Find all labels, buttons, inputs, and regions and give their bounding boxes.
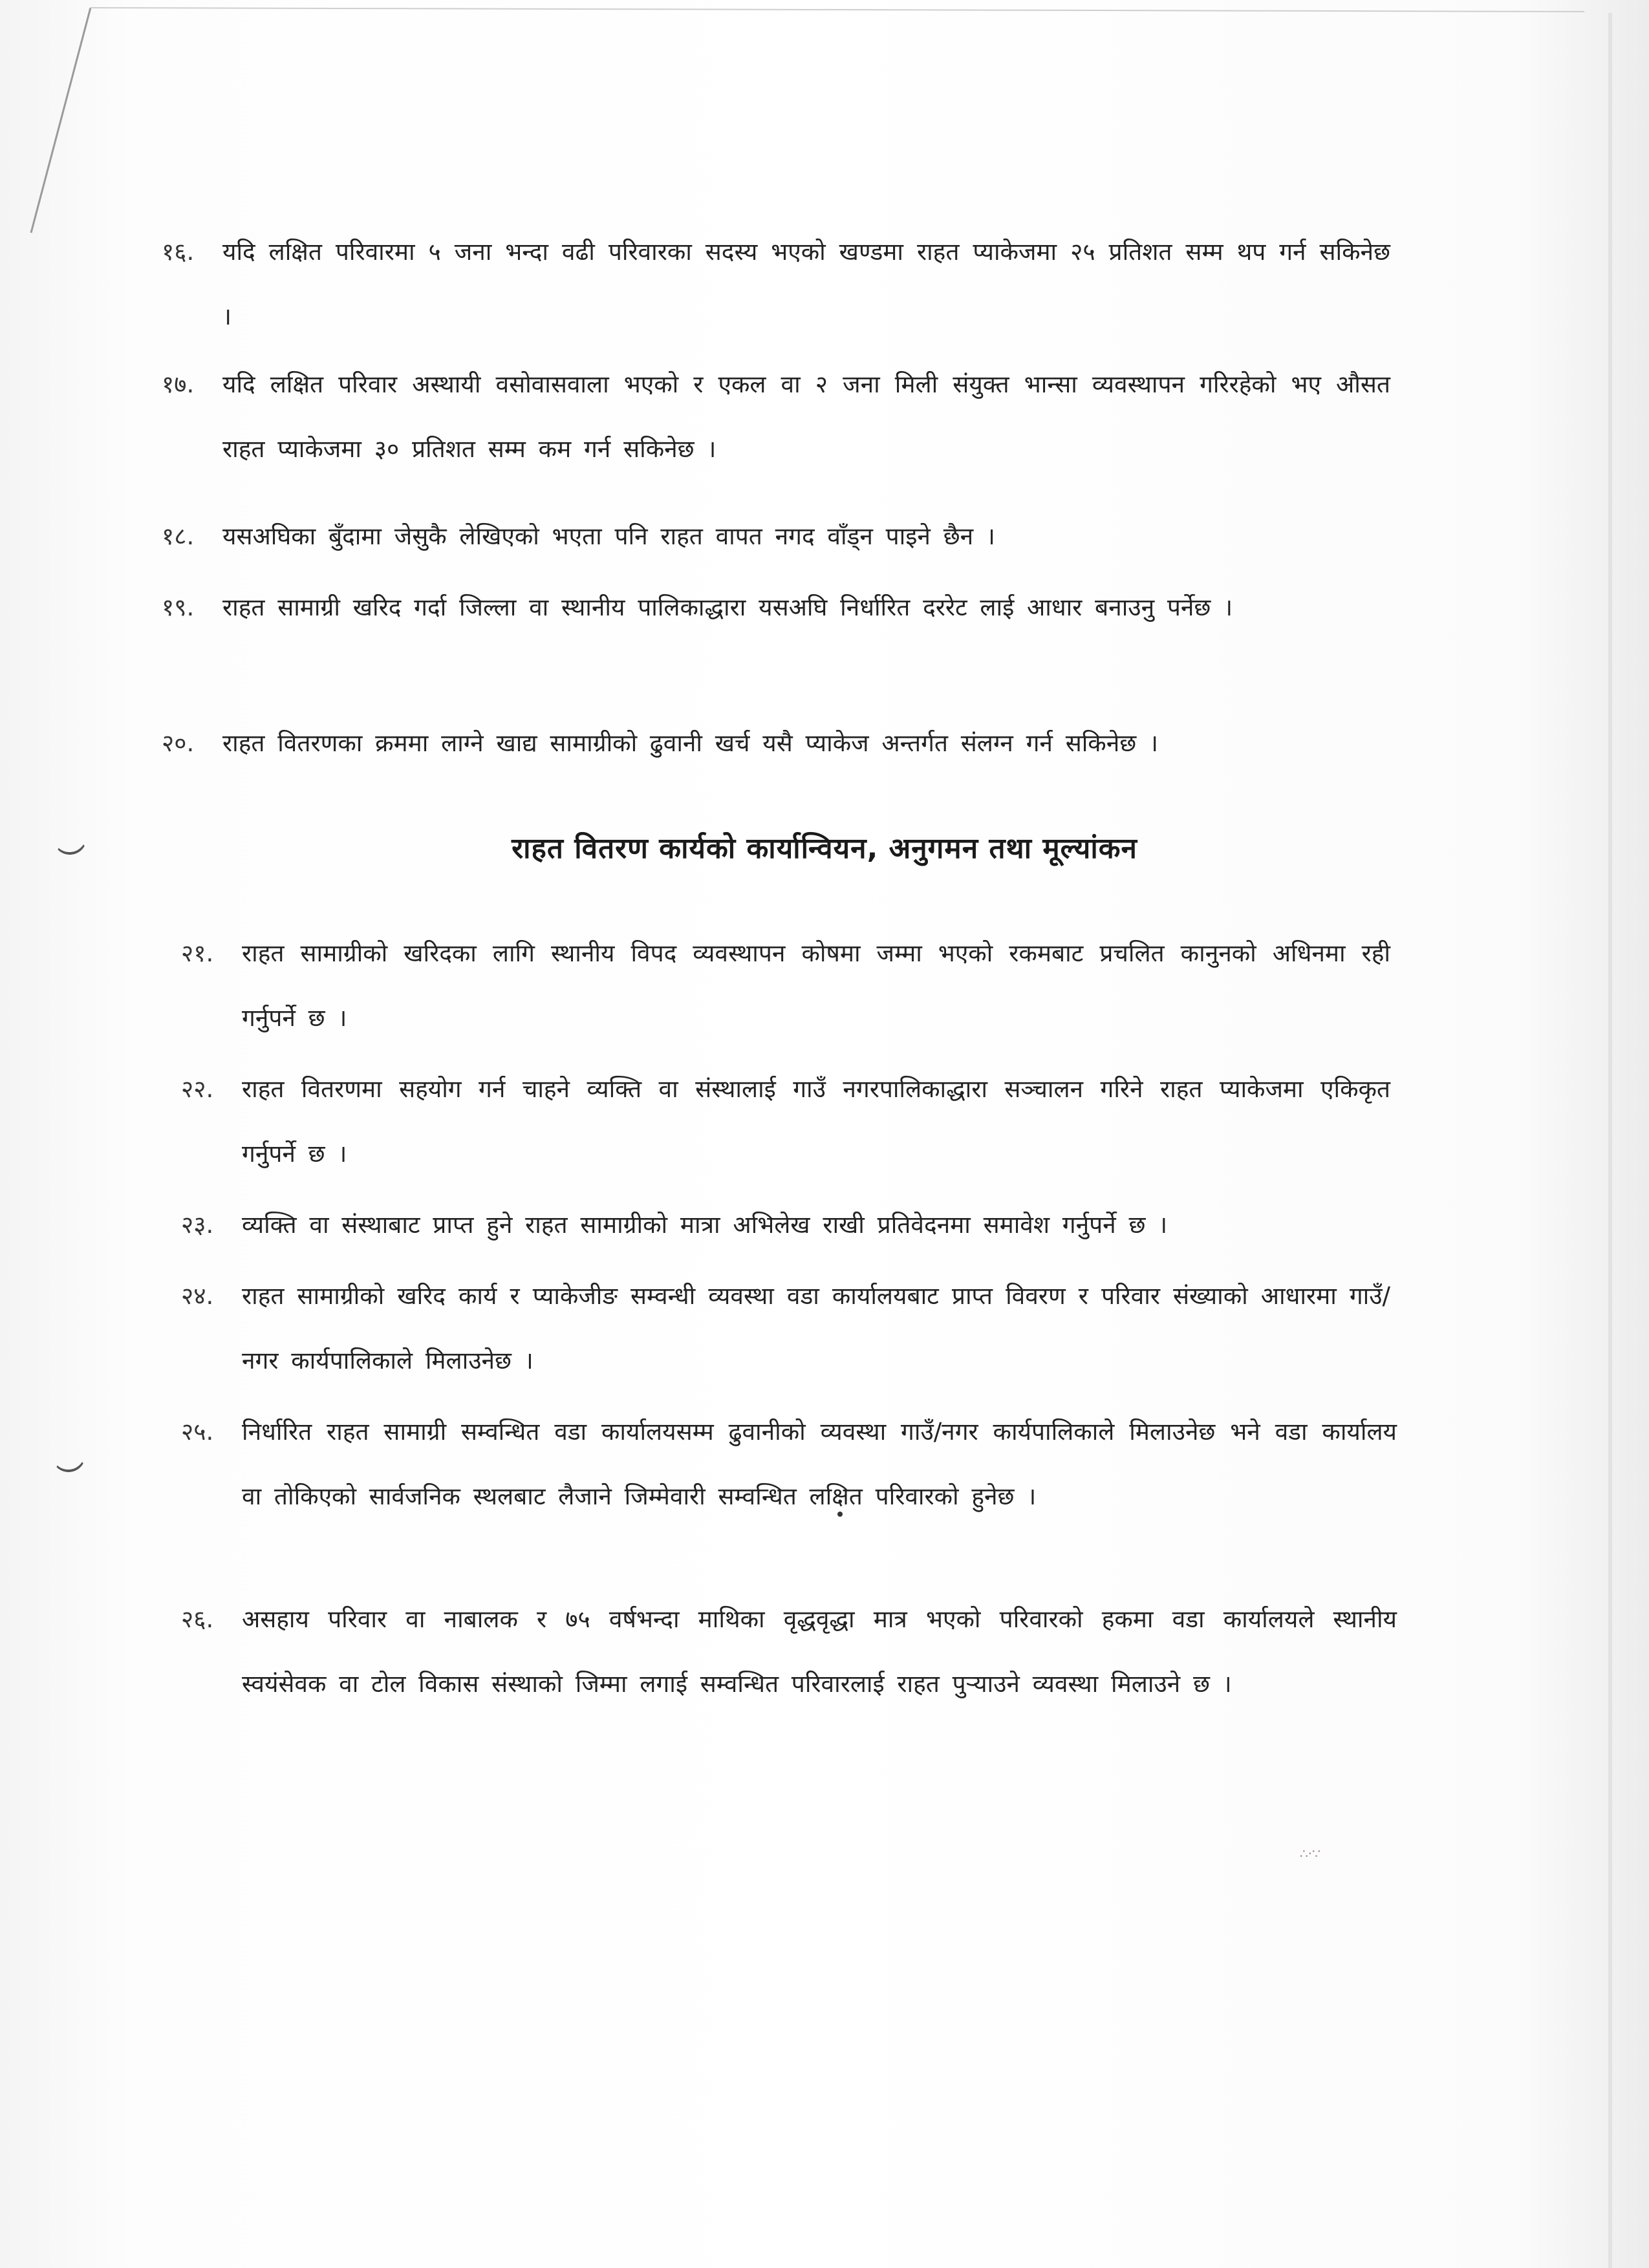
item-text: यदि लक्षित परिवारमा ५ जना भन्दा वढी परिवारका सदस्य भएको खण्डमा राहत प्याकेजमा २५ प्रतिशत सम्म थप गर्न सकिनेछ ।	[222, 238, 1390, 330]
list-item-19	[162, 575, 1390, 640]
ink-dot	[837, 1512, 843, 1517]
list-item-21	[181, 921, 1390, 1051]
list-item-16	[162, 220, 1390, 349]
list-item-18	[162, 504, 1390, 569]
list-item-17	[162, 352, 1390, 482]
list-item-22	[181, 1057, 1390, 1186]
ink-smudge: ∴·∵	[1300, 1846, 1320, 1861]
item-number: १७.	[162, 370, 195, 398]
item-number: २५.	[181, 1418, 214, 1446]
item-text: राहत सामाग्रीको खरिदका लागि स्थानीय विपद व्यवस्थापन कोषमा जम्मा भएको रकमबाट प्रचलित कानुनको अधिनमा रही गर्नुपर्ने छ ।	[242, 939, 1390, 1032]
item-text: असहाय परिवार वा नाबालक र ७५ वर्षभन्दा माथिका वृद्धवृद्धा मात्र भएको परिवारको हकमा वडा कार्यालयले स्थानीय स्वयंसेवक वा टोल विकास संस्थाको जिम्मा लगाई सम्वन्धित परिवारलाई राहत पुर्‍याउने व्यवस्था मिलाउने छ ।	[242, 1605, 1397, 1698]
list-item-20	[162, 711, 1390, 776]
item-text: राहत वितरणमा सहयोग गर्न चाहने व्यक्ति वा संस्थालाई गाउँ नगरपालिकाद्धारा सञ्चालन गरिने राहत प्याकेजमा एकिकृत गर्नुपर्ने छ ।	[242, 1075, 1390, 1168]
list-item-25	[181, 1400, 1397, 1529]
item-number: २१.	[181, 939, 214, 967]
section-heading: राहत वितरण कार्यको कार्यान्वियन, अनुगमन तथा मूल्यांकन	[512, 832, 1137, 865]
item-text: निर्धारित राहत सामाग्री सम्वन्धित वडा कार्यालयसम्म ढुवानीको व्यवस्था गाउँ/नगर कार्यपालिकाले मिलाउनेछ भने वडा कार्यालय वा तोकिएको सार्वजनिक स्थलबाट लैजाने जिम्मेवारी सम्वन्धित लक्षित परिवारको हुनेछ ।	[242, 1418, 1397, 1510]
item-number: २०.	[162, 729, 195, 757]
list-item-24	[181, 1264, 1390, 1393]
item-text: व्यक्ति वा संस्थाबाट प्राप्त हुने राहत सामाग्रीको मात्रा अभिलेख राखी प्रतिवेदनमा समावेश गर्नुपर्ने छ ।	[242, 1211, 1168, 1239]
item-number: २२.	[181, 1075, 214, 1103]
item-text: राहत वितरणका क्रममा लाग्ने खाद्य सामाग्रीको ढुवानी खर्च यसै प्याकेज अन्तर्गत संलग्न गर्न सकिनेछ ।	[222, 729, 1158, 757]
item-number: २४.	[181, 1282, 214, 1310]
item-number: १६.	[162, 238, 195, 266]
item-text: यदि लक्षित परिवार अस्थायी वसोवासवाला भएको र एकल वा २ जना मिली संयुक्त भान्सा व्यवस्थापन गरिरहेको भए औसत राहत प्याकेजमा ३० प्रतिशत सम्म कम गर्न सकिनेछ ।	[222, 370, 1390, 463]
item-number: १८.	[162, 522, 195, 550]
item-text: यसअघिका बुँदामा जेसुकै लेखिएको भएता पनि राहत वापत नगद वाँड्न पाइने छैन ।	[222, 522, 995, 550]
list-item-26	[181, 1587, 1397, 1717]
item-text: राहत सामाग्री खरिद गर्दा जिल्ला वा स्थानीय पालिकाद्धारा यसअघि निर्धारित दररेट लाई आधार बनाउनु पर्नेछ ।	[222, 594, 1233, 621]
list-item-23	[181, 1193, 1390, 1257]
item-text: राहत सामाग्रीको खरिद कार्य र प्याकेजीङ सम्वन्धी व्यवस्था वडा कार्यालयबाट प्राप्त विवरण र परिवार संख्याको आधारमा गाउँ/नगर कार्यपालिकाले मिलाउनेछ ।	[242, 1282, 1390, 1375]
item-number: १९.	[162, 594, 195, 621]
item-number: २३.	[181, 1211, 214, 1239]
item-number: २६.	[181, 1605, 214, 1633]
